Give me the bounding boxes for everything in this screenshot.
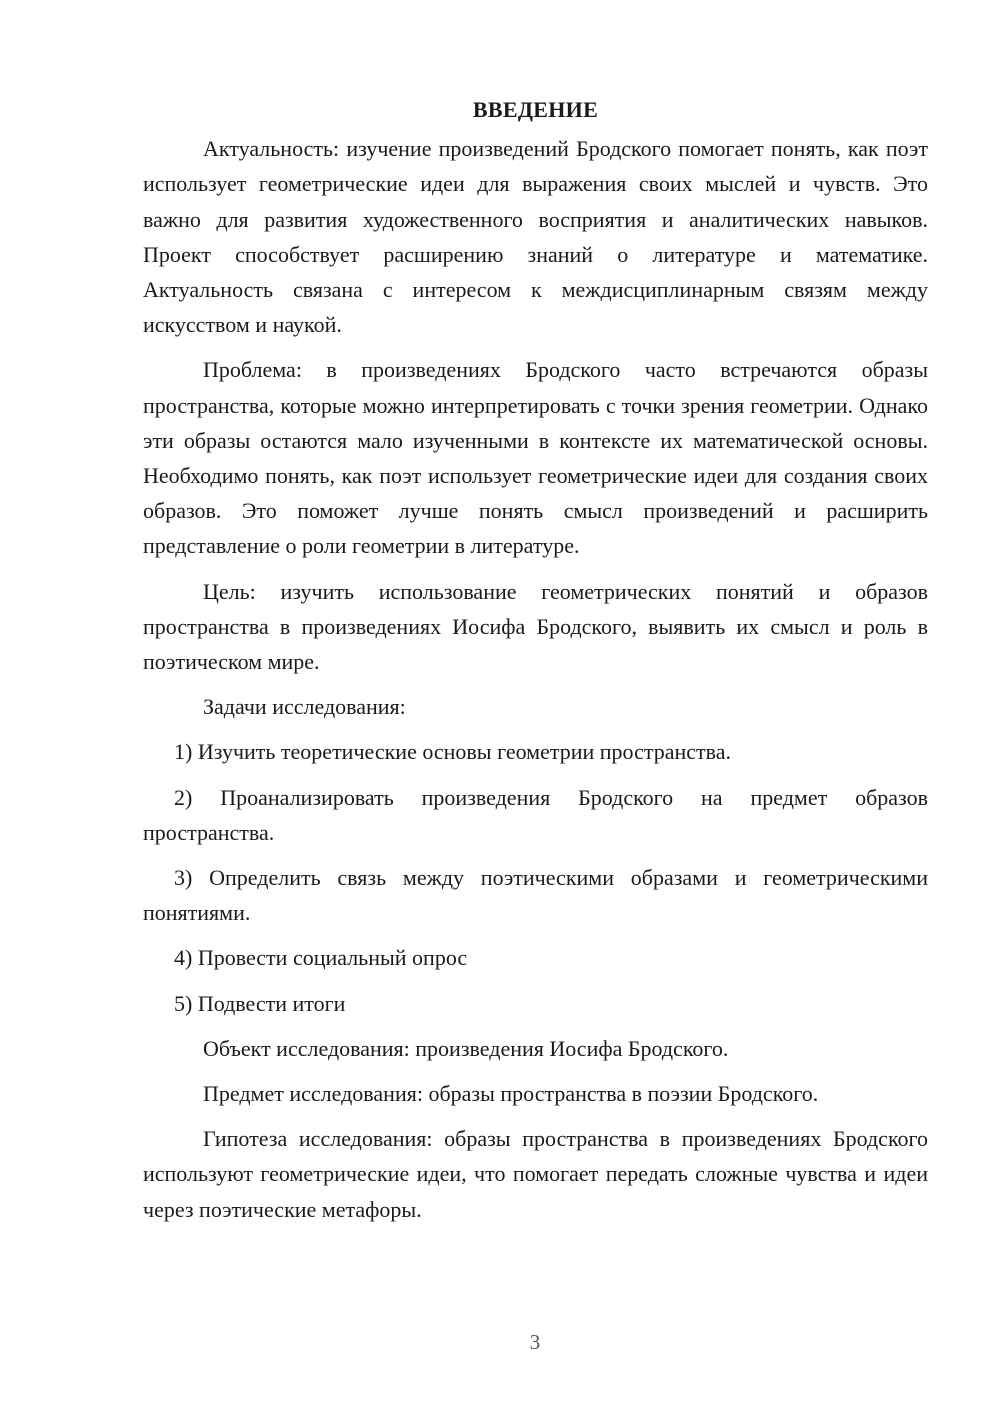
task-item-5: 5) Подвести итоги [174,990,346,1016]
research-object-paragraph: Объект исследования: произведения Иосифа Бродского. [203,1035,729,1061]
task-item-1: 1) Изучить теоретические основы геометрии пространства. [174,739,732,765]
page-number: 3 [529,1330,541,1354]
section-title: ВВЕДЕНИЕ [472,97,599,122]
task-item-4: 4) Провести социальный опрос [174,945,468,971]
problem-paragraph: Проблема: в произведениях Бродского часто встречаются образы пространства, которые можно интерпретировать с точки зрения геометрии. Однако эти образы остаются мало изученными в контексте их математической основы. Необходимо понять, как поэт использует геометрические идеи для создания своих образов. Это поможет лучше понять смысл произведений и расширить представление о роли геометрии в литературе. [143,357,928,559]
research-subject-paragraph: Предмет исследования: образы пространства в поэзии Бродского. [203,1081,819,1107]
goal-paragraph: Цель: изучить использование геометрических понятий и образов пространства в произведениях Иосифа Бродского, выявить их смысл и роль в поэтическом мире. [143,578,928,675]
tasks-heading: Задачи исследования: [203,694,406,720]
task-item-3: 3) Определить связь между поэтическими образами и геометрическими понятиями. [143,865,928,926]
relevance-paragraph: Актуальность: изучение произведений Бродского помогает понять, как поэт использует геометрические идеи для выражения своих мыслей и чувств. Это важно для развития художественного восприятия и аналитических навыков. Проект способствует расширению знаний о литературе и математике. Актуальность связана с интересом к междисциплинарным связям между искусством и наукой. [143,136,928,338]
task-item-2: 2) Проанализировать произведения Бродского на предмет образов пространства. [143,784,928,845]
page-content [143,92,928,1237]
hypothesis-paragraph: Гипотеза исследования: образы пространства в произведениях Бродского используют геометрические идеи, что помогает передать сложные чувства и идеи через поэтические метафоры. [143,1126,928,1222]
